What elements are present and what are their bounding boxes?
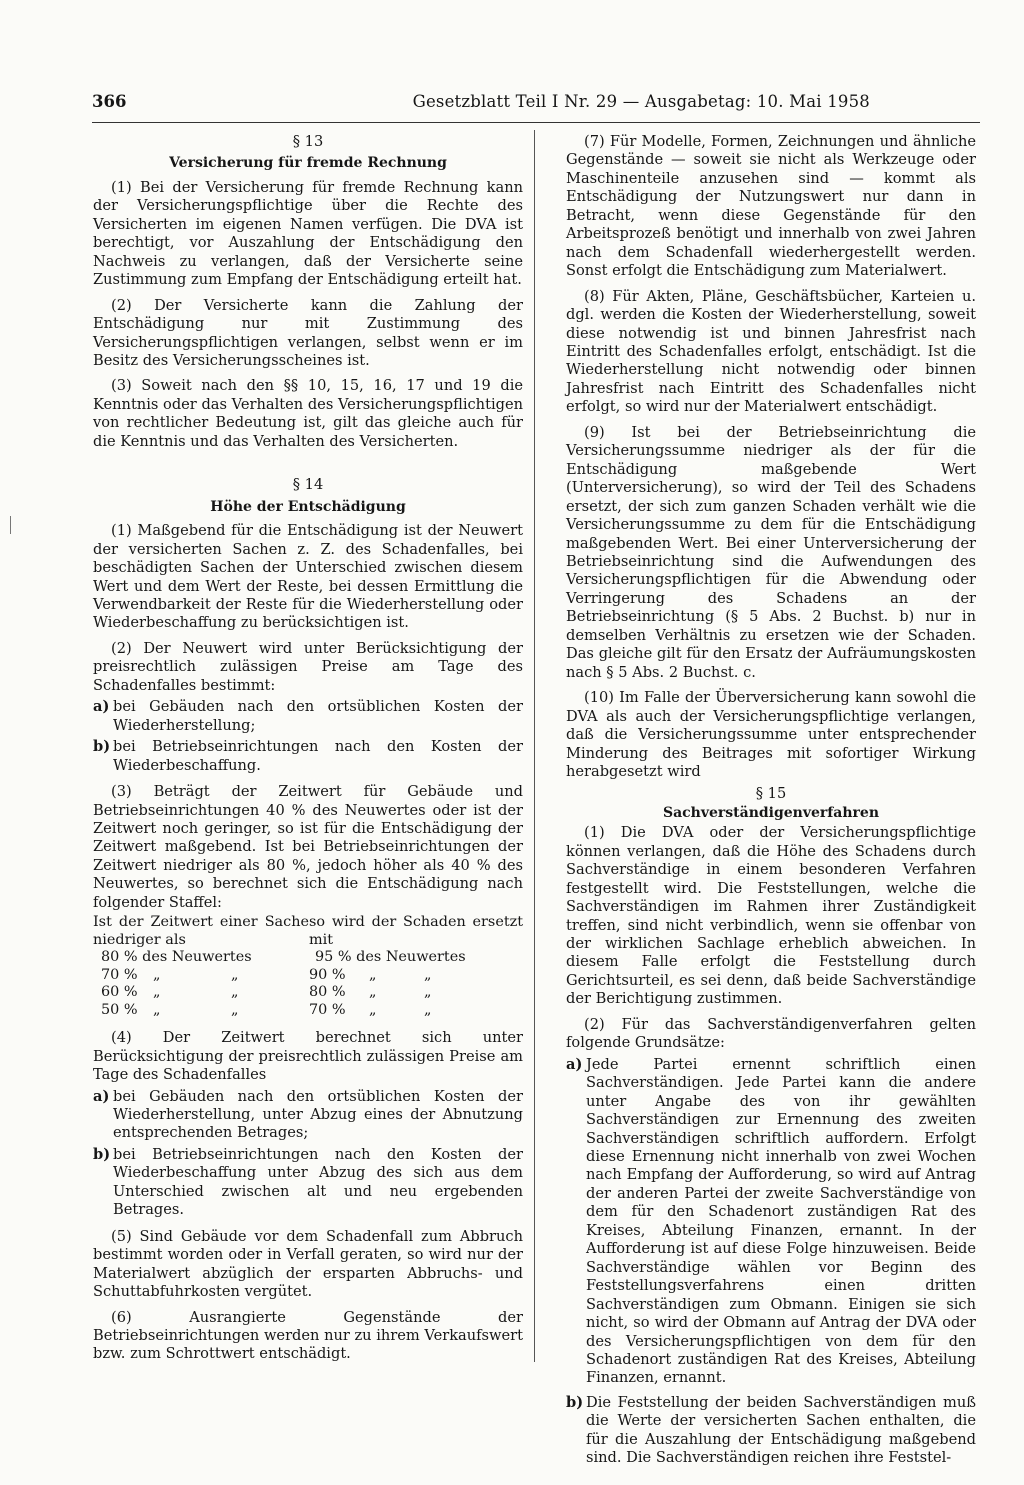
paragraph: (10) Im Falle der Überversicherung kann sowohl die DVA als auch der Versicherungspflichtige verlangen, daß die Versicherungssumme unter entsprechender Minderung des Beitrages mit sofortiger Wirkung herabgesetzt wird [566, 689, 976, 780]
paragraph: (1) Die DVA oder der Versicherungspflichtige können verlangen, daß die Höhe des Schadens durch Sachverständige in einem besonderen Verfahren festgestellt wird. Die Feststellungen, welche die Sachverständigen im Rahmen ihrer Zuständigkeit treffen, sind nicht verbindlich, wenn sie offenbar von der wirklichen Sachlage erheblich abweichen. In diesem Falle erfolgt die Feststellung durch Gerichtsurteil, es sei denn, daß beide Sachverständige der Berichtigung zustimmen. [566, 824, 976, 1008]
list-item [566, 1056, 976, 1388]
staffel-table [93, 914, 523, 1019]
staffel-cell: „ [369, 966, 377, 983]
staffel-row [93, 949, 523, 967]
item-label: a) [566, 1055, 583, 1073]
section-14-number: § 14 [292, 476, 324, 494]
item-text: Die Feststellung der beiden Sachverständigen muß die Werte der versicherten Sachen enthalten, die für die Auszahlung der Entschädigung maßgebend sind. Die Sachverständigen reichen ihre Feststel- [586, 1393, 976, 1467]
paragraph: (9) Ist bei der Betriebseinrichtung die Versicherungssumme niedriger als der für die Entschädigung maßgebende Wert (Unterversicherung), so wird der Teil des Schadens ersetzt, der sich zum ganzen Schaden verhält wie die Versicherungssumme zu dem für die Entschädigung maßgebenden Wert. Bei einer Unterversicherung der Betriebseinrichtung sind die Aufwendungen des Versicherungspflichtigen für die Abwendung oder Verringerung des Schadens an der Betriebseinrichtung (§ 5 Abs. 2 Buchst. b) nur in demselben Verhältnis zu ersetzen wie der Schaden. Das gleiche gilt für den Ersatz der Aufräumungskosten nach § 5 Abs. 2 Buchst. c. [566, 423, 976, 681]
paragraph: (3) Soweit nach den §§ 10, 15, 16, 17 und 19 die Kenntnis oder das Verhalten des Versicherungspflichtigen von rechtlicher Bedeutung ist, gilt das gleiche auch für die Kenntnis und das Verhalten des Versicherten. [93, 377, 523, 450]
staffel-cell: „ [153, 984, 161, 1001]
margin-mark [10, 516, 15, 534]
staffel-cell: 60 % [101, 984, 138, 1001]
staffel-cell: „ [153, 966, 161, 983]
publication-title: Gesetzblatt Teil I Nr. 29 — Ausgabetag: 10. Mai 1958 [412, 92, 870, 111]
paragraph: (6) Ausrangierte Gegenstände der Betriebseinrichtungen werden nur zu ihrem Verkaufswert bzw. zum Schrottwert entschädigt. [93, 1308, 523, 1363]
right-column [566, 133, 976, 1471]
list-item [93, 1146, 523, 1220]
paragraph: (5) Sind Gebäude vor dem Schadenfall zum Abbruch bestimmt worden oder in Verfall geraten, so wird nur der Materialwert abzüglich der ersparten Abbruchs- und Schuttabfuhrkosten vergütet. [93, 1227, 523, 1301]
paragraph: (7) Für Modelle, Formen, Zeichnungen und ähnliche Gegenstände — soweit sie nicht als Werkzeuge oder Maschinenteile anzusehen sind — kommt als Entschädigung der Nutzungswert nur dann in Betracht, wenn diese Gegenstände für den Arbeitsprozeß benötigt und innerhalb von zwei Jahren nach dem Schadenfall wiederhergestellt werden. Sonst erfolgt die Entschädigung zum Materialwert. [566, 133, 976, 280]
staffel-cell: 50 % [101, 1001, 138, 1018]
staffel-cell: 95 % des Neuwertes [315, 949, 466, 966]
staffel-cell: 90 % [309, 966, 346, 983]
paragraph: (2) Für das Sachverständigenverfahren gelten folgende Grundsätze: [566, 1015, 976, 1052]
list-item [93, 1088, 523, 1143]
staffel-col1-head: Ist der Zeitwert einer Sache niedriger als [93, 914, 309, 948]
staffel-cell: „ [424, 1001, 432, 1018]
list-item [93, 738, 523, 775]
item-label: b) [566, 1393, 584, 1411]
paragraph: (2) Der Versicherte kann die Zahlung der Entschädigung nur mit Zustimmung des Versicherungspflichtigen verlangen, selbst wenn er im Besitz des Versicherungsscheines ist. [93, 296, 523, 369]
paragraph: (1) Bei der Versicherung für fremde Rechnung kann der Versicherungspflichtige über die Rechte des Versicherten im eigenen Namen verfügen. Die DVA ist berechtigt, vor Auszahlung der Entschädigung den Nachweis zu verlangen, daß der Versicherte seine Zustimmung zum Empfang der Entschädigung erteilt hat. [93, 178, 523, 289]
section-15-number: § 15 [755, 785, 787, 803]
item-text: bei Gebäuden nach den ortsüblichen Kosten der Wiederherstellung; [113, 698, 523, 734]
staffel-cell: „ [424, 966, 432, 983]
staffel-cell: „ [369, 1001, 377, 1018]
item-label: b) [93, 1145, 111, 1163]
staffel-cell: „ [231, 1001, 239, 1018]
list-item [93, 698, 523, 735]
section-13-number: § 13 [292, 133, 324, 150]
item-label: a) [93, 1087, 110, 1105]
item-text: Jede Partei ernennt schriftlich einen Sachverständigen. Jede Partei kann die andere unter Angabe des von ihr gewählten Sachverständigen zur Ernennung des zweiten Sachverständigen schriftlich auffordern. Erfolgt diese Ernennung nicht innerhalb von zwei Wochen nach Empfang der Aufforderung, so wird auf Antrag der anderen Partei der zweite Sachverständige von dem für den Schadenort zuständigen Rat des Kreises, Abteilung Finanzen, ernannt. In der Aufforderung ist auf diese Folge hinzuweisen. Beide Sachverständige wählen vor Beginn des Feststellungsverfahrens einen dritten Sachverständigen zum Obmann. Einigen sie sich nicht, so wird der Obmann auf Antrag der DVA oder des Versicherungspflichtigen von dem für den Schadenort zuständigen Rat des Kreises, Abteilung Finanzen, ernannt. [586, 1055, 976, 1387]
staffel-cell: 70 % [309, 1001, 346, 1018]
staffel-row [93, 984, 523, 1002]
paragraph: (8) Für Akten, Pläne, Geschäftsbücher, Karteien u. dgl. werden die Kosten der Wiederherstellung, soweit diese notwendig ist und binnen Jahresfrist nach Eintritt des Schadenfalles erfolgt, entschädigt. Ist die Wiederherstellung nicht notwendig oder binnen Jahresfrist nach Eintritt des Schadenfalles nicht erfolgt, so wird nur der Materialwert entschädigt. [566, 287, 976, 416]
section-14-heading: Höhe der Entschädigung [210, 498, 406, 515]
section-15-heading: Sachverständigenverfahren [662, 804, 880, 821]
staffel-header [93, 914, 523, 949]
item-text: bei Betriebseinrichtungen nach den Kosten der Wiederbeschaffung unter Abzug des sich aus dem Unterschied zwischen alt und neu ergebenden Betrages. [113, 1145, 523, 1219]
paragraph: (1) Maßgebend für die Entschädigung ist der Neuwert der versicherten Sachen z. Z. des Schadenfalles, bei beschädigten Sachen der Unterschied zwischen diesem Wert und dem Wert der Reste, bei dessen Ermittlung die Verwendbarkeit der Reste für die Wiederherstellung oder Wiederbeschaffung zu berücksichtigen ist. [93, 522, 523, 632]
column-divider [534, 130, 535, 1362]
staffel-cell: „ [231, 966, 239, 983]
staffel-cell: 70 % [101, 966, 138, 983]
staffel-row [93, 967, 523, 985]
staffel-cell: 80 % des Neuwertes [101, 949, 252, 966]
staffel-col2-head: so wird der Schaden ersetzt mit [309, 914, 523, 948]
staffel-row [93, 1002, 523, 1020]
header-rule [92, 122, 980, 123]
staffel-cell: „ [424, 984, 432, 1001]
section-13-heading: Versicherung für fremde Rechnung [169, 155, 447, 172]
item-label: a) [93, 698, 110, 716]
item-text: bei Betriebseinrichtungen nach den Kosten der Wiederbeschaffung. [113, 738, 523, 774]
page-number: 366 [92, 92, 127, 111]
page-header [92, 92, 922, 120]
staffel-cell: „ [153, 1001, 161, 1018]
item-text: bei Gebäuden nach den ortsüblichen Kosten der Wiederherstellung, unter Abzug eines der Abnutzung entsprechenden Betrages; [113, 1087, 523, 1142]
list-item [566, 1394, 976, 1468]
paragraph: (2) Der Neuwert wird unter Berücksichtigung der preisrechtlich zulässigen Preise am Tage des Schadenfalles bestimmt: [93, 639, 523, 694]
staffel-cell: 80 % [309, 984, 346, 1001]
paragraph: (3) Beträgt der Zeitwert für Gebäude und Betriebseinrichtungen 40 % des Neuwertes oder ist der Zeitwert noch geringer, so ist für die Entschädigung der Zeitwert maßgebend. Ist bei Betriebseinrichtungen der Zeitwert niedriger als 80 %, jedoch höher als 40 % des Neuwertes, so berechnet sich die Entschädigung nach folgender Staffel: [93, 783, 523, 911]
left-column [93, 133, 523, 1371]
staffel-cell: „ [369, 984, 377, 1001]
item-label: b) [93, 738, 111, 756]
paragraph: (4) Der Zeitwert berechnet sich unter Berücksichtigung der preisrechtlich zulässigen Preise am Tage des Schadenfalles [93, 1029, 523, 1084]
staffel-cell: „ [231, 984, 239, 1001]
